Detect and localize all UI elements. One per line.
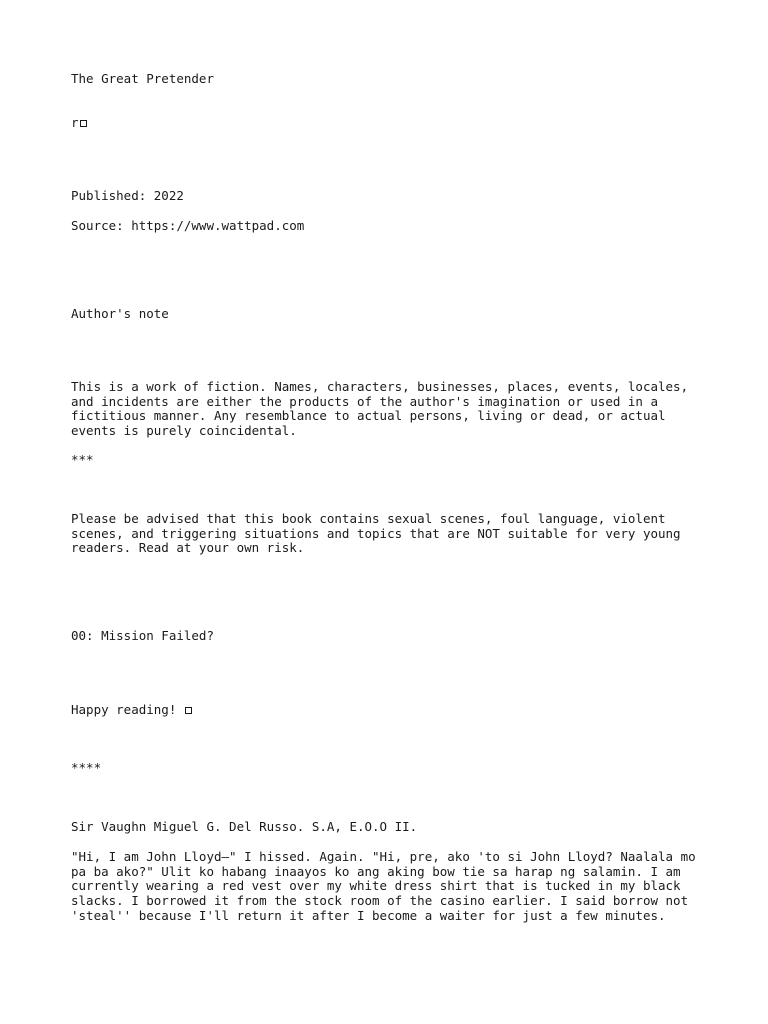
source-line: Source: https://www.wattpad.com — [71, 218, 305, 233]
chapter-title: 00: Mission Failed? — [71, 628, 214, 643]
happy-reading-text: Happy reading! — [71, 702, 177, 717]
published-line: Published: 2022 — [71, 188, 184, 203]
separator-stars-2: **** — [71, 760, 102, 775]
happy-reading-line — [71, 703, 192, 718]
missing-glyph-icon — [185, 707, 192, 714]
pov-line: Sir Vaughn Miguel G. Del Russo. S.A, E.O.O II. — [71, 819, 418, 834]
advisory-paragraph: Please be advised that this book contains sexual scenes, foul language, violent scenes, and triggering situations and topics that are NOT suitable for very young readers. Read at your own risk. — [71, 511, 681, 556]
authors-note-heading: Author's note — [71, 306, 169, 321]
author-line — [71, 116, 87, 131]
separator-stars: *** — [71, 452, 94, 467]
disclaimer-paragraph: This is a work of fiction. Names, characters, businesses, places, events, locales, and incidents are either the products of the author's imagination or used in a fictitious manner. Any resemblance to actual persons, living or dead, or actual events is purely coincidental. — [71, 379, 689, 439]
body-paragraph: "Hi, I am John Lloyd–" I hissed. Again. "Hi, pre, ako 'to si John Lloyd? Naalala mo pa ba ako?" Ulit ko habang inaayos ko ang aking bow tie sa harap ng salamin. I am currently wearing a red vest over my white dress shirt that is tucked in my black slacks. I borrowed it from the stock room of the casino earlier. I said borrow not 'steal'' because I'll return it after I become a waiter for just a few minutes. — [71, 849, 696, 923]
document-title: The Great Pretender — [71, 71, 214, 86]
missing-glyph-icon — [80, 120, 87, 127]
author-glyph: r — [71, 115, 79, 130]
